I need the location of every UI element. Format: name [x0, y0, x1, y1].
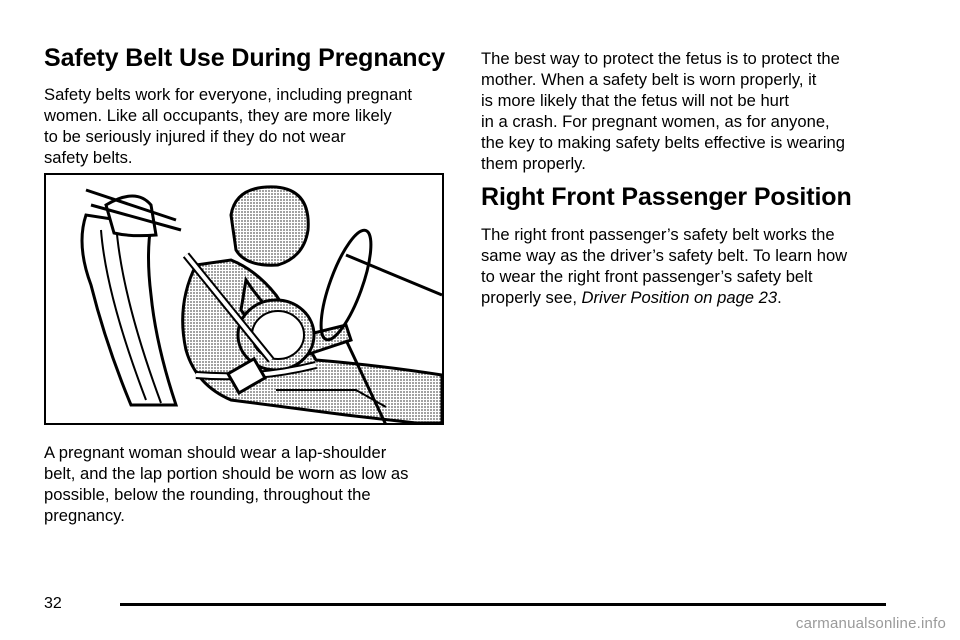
- text-line: the key to making safety belts effective is wearing: [481, 133, 846, 152]
- text-line: possible, below the rounding, throughout the: [44, 485, 371, 504]
- text-line: The right front passenger’s safety belt works the: [481, 225, 835, 244]
- text-line: them properly.: [481, 154, 586, 173]
- pregnant-belt-illustration: [44, 173, 444, 425]
- text-line: mother. When a safety belt is worn properly, it: [481, 70, 817, 89]
- text-line: to be seriously injured if they do not wear: [44, 127, 346, 146]
- section-heading-pregnancy: Safety Belt Use During Pregnancy: [44, 44, 446, 72]
- text-line: belt, and the lap portion should be worn as low as: [44, 464, 409, 483]
- text-line-lead: properly see,: [481, 288, 582, 307]
- footer-rule: [120, 603, 886, 606]
- pregnancy-intro-paragraph: [44, 84, 412, 168]
- text-line: The best way to protect the fetus is to protect the: [481, 49, 840, 68]
- text-line: to wear the right front passenger’s safety belt: [481, 267, 813, 286]
- pregnancy-caption-paragraph: [44, 442, 408, 526]
- text-line: [481, 287, 847, 308]
- text-line: is more likely that the fetus will not be hurt: [481, 91, 790, 110]
- text-line: Safety belts work for everyone, including pregnant: [44, 85, 413, 104]
- text-line: women. Like all occupants, they are more likely: [44, 106, 392, 125]
- link-suffix: .: [777, 288, 782, 307]
- page-number: 32: [44, 595, 62, 612]
- section-heading-passenger: Right Front Passenger Position: [481, 183, 852, 211]
- protect-mother-paragraph: [481, 48, 845, 174]
- seated-pregnant-woman-illustration: [46, 175, 442, 423]
- driver-position-link[interactable]: Driver Position on page 23: [581, 288, 778, 307]
- text-line: same way as the driver’s safety belt. To learn how: [481, 246, 848, 265]
- site-watermark: carmanualsonline.info: [795, 615, 946, 632]
- text-line: safety belts.: [44, 148, 133, 167]
- text-line: in a crash. For pregnant women, as for anyone,: [481, 112, 830, 131]
- passenger-paragraph: [481, 224, 847, 308]
- text-line: A pregnant woman should wear a lap-shoulder: [44, 443, 387, 462]
- text-line: pregnancy.: [44, 506, 125, 525]
